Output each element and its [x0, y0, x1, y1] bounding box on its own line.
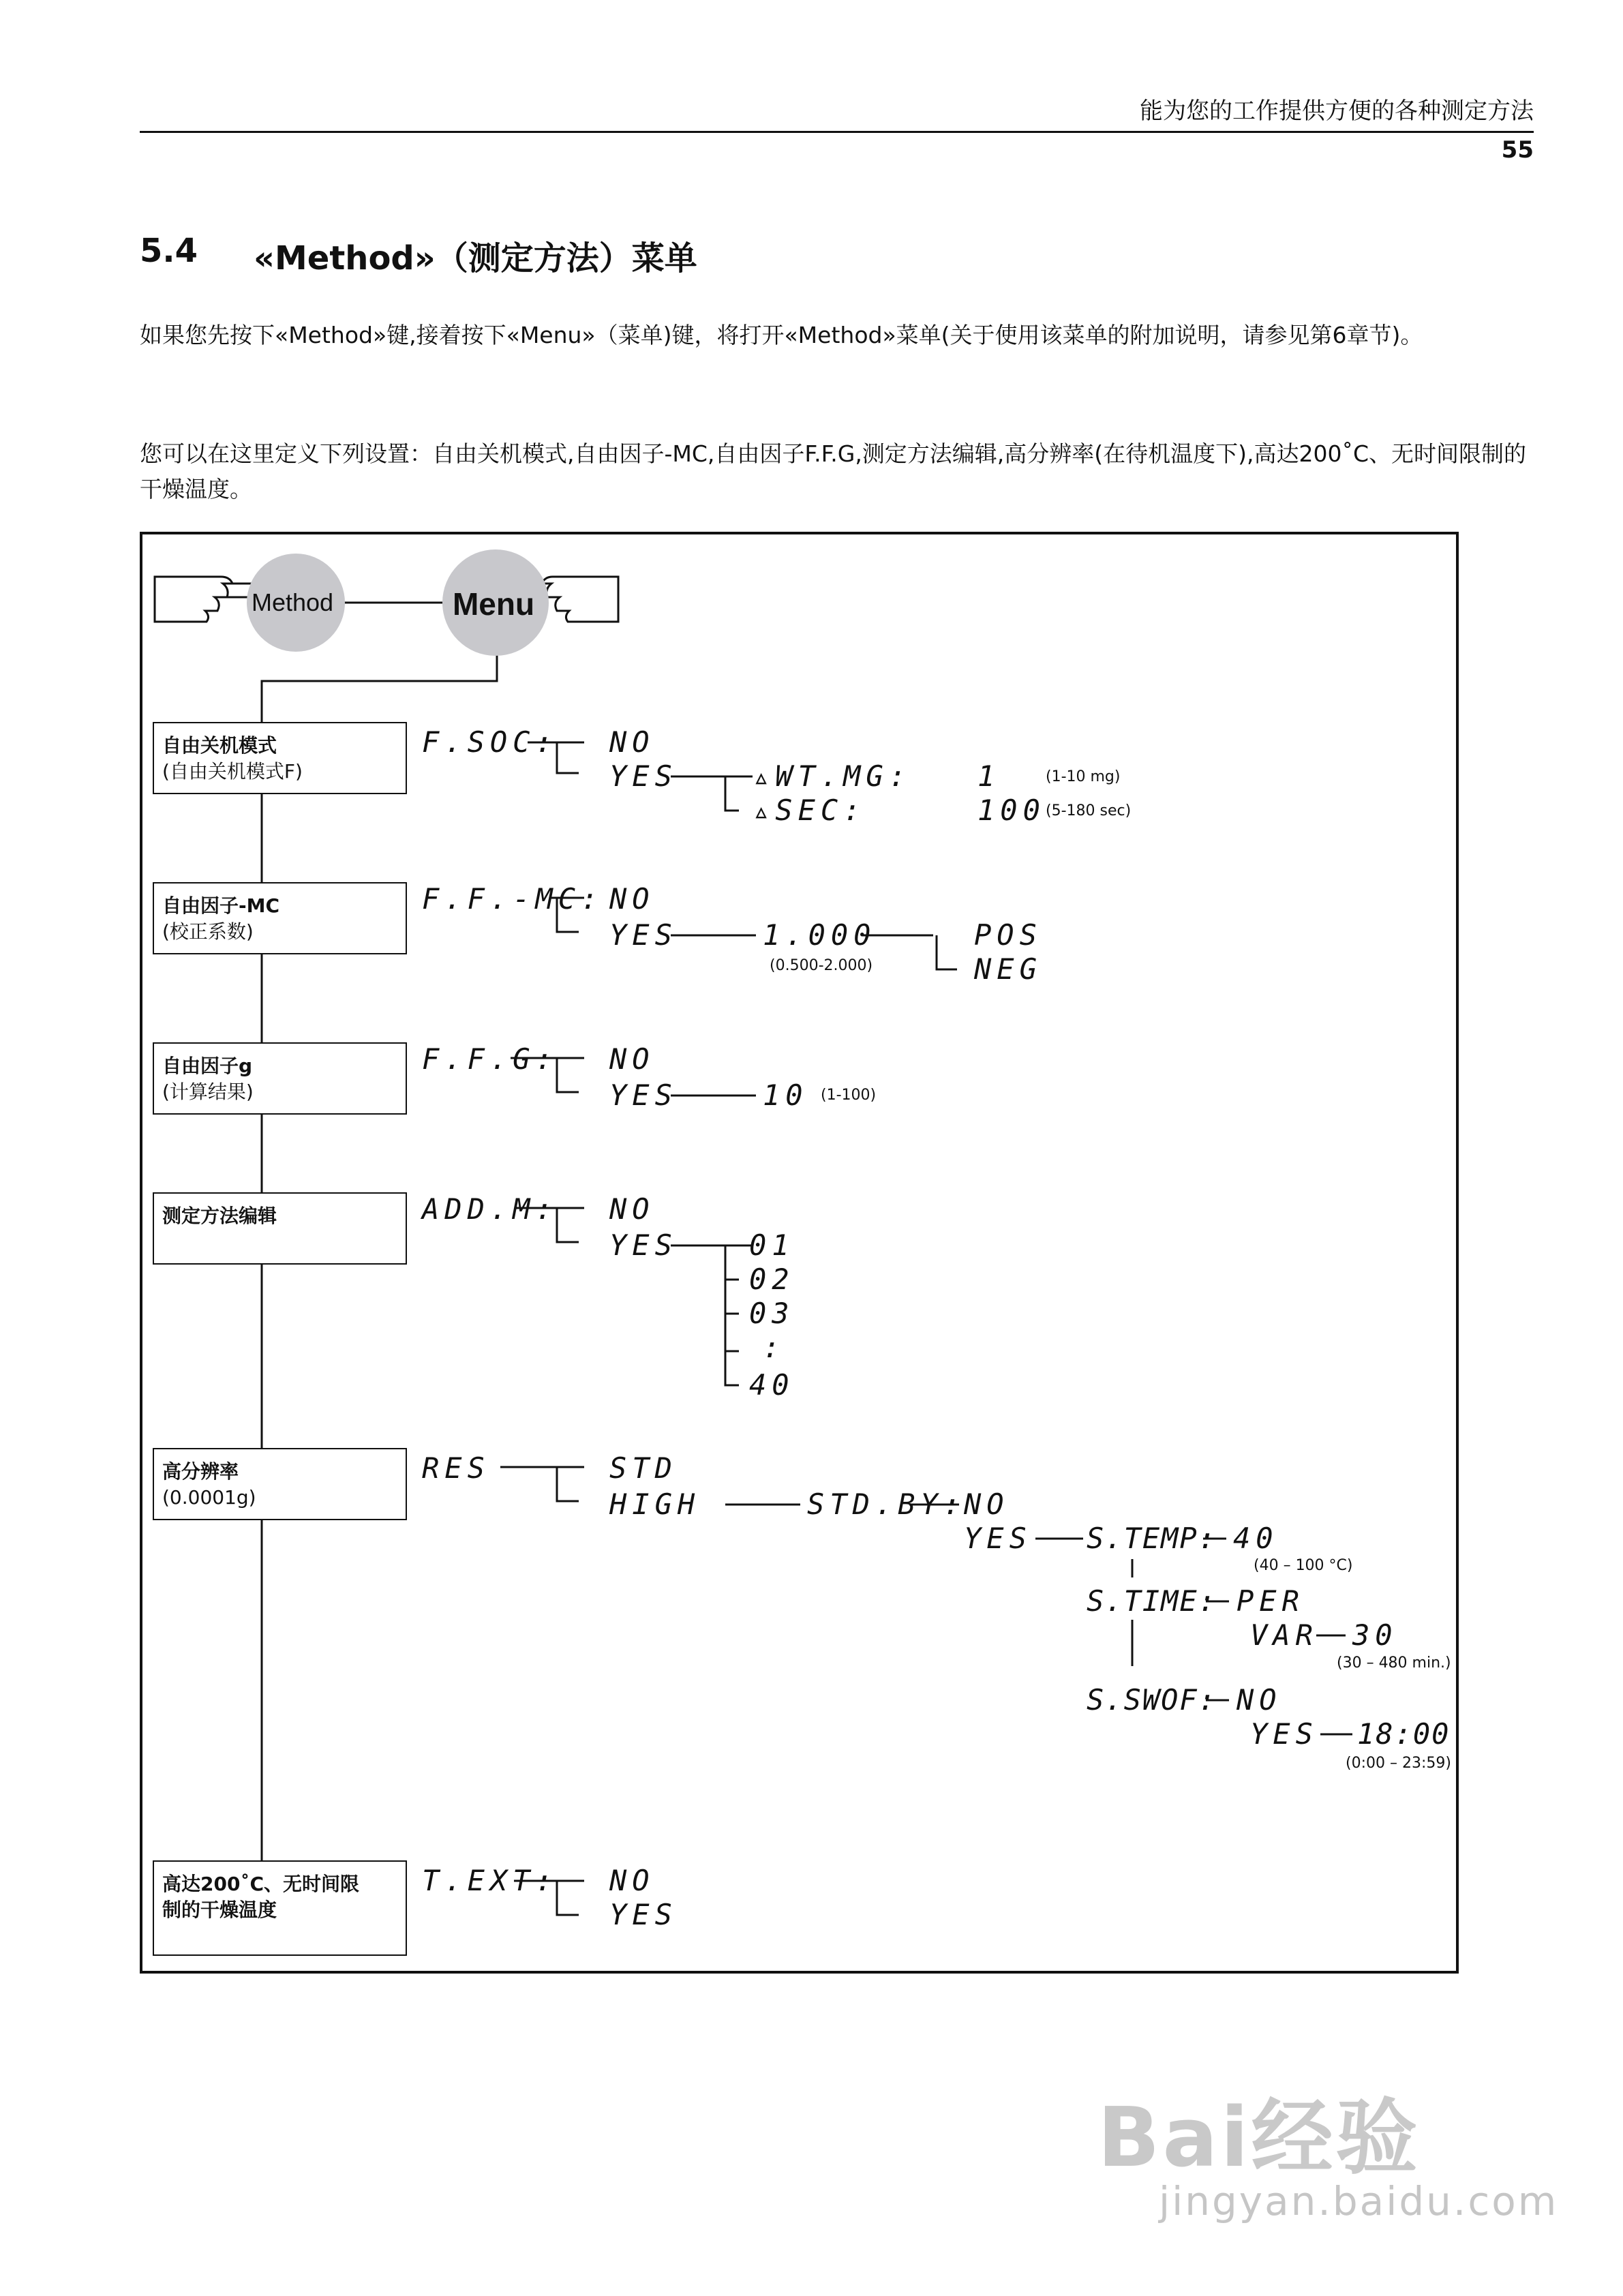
lcd-yes: YES: [609, 918, 678, 952]
lcd-var: VAR: [1250, 1618, 1318, 1652]
method-key-label: Method: [251, 588, 334, 616]
lcd-res: RES: [422, 1451, 490, 1485]
range-ffg: (1-100): [821, 1087, 877, 1104]
lcd-yes: YES: [609, 1228, 678, 1262]
lcd-sswof: S.SWOF:: [1087, 1683, 1217, 1717]
lcd-pos: POS: [974, 918, 1042, 952]
lcd-stdby: STD.BY:: [807, 1487, 967, 1521]
range-var: (30 – 480 min.): [1337, 1655, 1451, 1672]
lcd-ffg-value: 10: [763, 1078, 808, 1112]
lcd-sswof-no: NO: [1237, 1683, 1282, 1717]
section-title: «Method»（测定方法）菜单: [254, 239, 697, 277]
lcd-yes: YES: [609, 1078, 678, 1112]
lcd-yes: YES: [609, 759, 678, 793]
lcd-no: NO: [609, 882, 655, 916]
lcd-method-02: 02: [749, 1263, 795, 1296]
lcd-high: HIGH: [609, 1487, 701, 1521]
lcd-ffg: F.F.G:: [422, 1042, 558, 1076]
main-trunk: [262, 637, 497, 1898]
box-free-factor-mc: [153, 882, 407, 954]
lcd-no: NO: [609, 1042, 655, 1076]
method-menu-diagram: [140, 532, 1459, 1974]
box-title: 测定方法编辑: [162, 1205, 277, 1227]
lcd-method-40: 40: [749, 1368, 795, 1402]
box-drying-temp: [153, 1860, 407, 1956]
watermark-logo: Bai经验: [1097, 2091, 1421, 2186]
lcd-sswof-yes: YES: [1250, 1717, 1318, 1751]
lcd-text: T.EXT:: [422, 1864, 558, 1897]
box-title: 高达200˚C、无时间限: [162, 1873, 359, 1895]
lcd-stemp-value: 40: [1233, 1522, 1279, 1555]
lcd-sec-value: 100: [977, 794, 1046, 827]
lcd-method-01: 01: [749, 1228, 795, 1262]
range-stemp: (40 – 100 °C): [1254, 1557, 1353, 1574]
box-subtitle: (0.0001g): [162, 1486, 256, 1509]
lcd-stdby-no: NO: [964, 1487, 1010, 1521]
lcd-stime: S.TIME:: [1087, 1584, 1217, 1618]
box-title-cont: 制的干燥温度: [162, 1899, 277, 1921]
lcd-no: NO: [609, 1192, 655, 1226]
box-subtitle: (校正系数): [162, 920, 254, 943]
lcd-method-ellipsis: :: [763, 1331, 786, 1364]
watermark-url: jingyan.baidu.com: [1159, 2178, 1559, 2224]
lcd-sswof-value: 18:00: [1357, 1717, 1451, 1751]
lcd-no: NO: [609, 725, 655, 759]
box-subtitle: (自由关机模式F): [162, 760, 303, 783]
lcd-ffmc-value: 1.000: [763, 918, 877, 952]
section-number: 5.4: [140, 232, 198, 270]
box-title: 高分辨率: [162, 1460, 239, 1483]
range-ffmc: (0.500-2.000): [770, 957, 873, 974]
lcd-ffmc: F.F.-MC:: [422, 882, 604, 916]
menu-key-label: Menu: [452, 586, 535, 622]
left-hand-icon: [155, 577, 255, 622]
lcd-wtmg: ▵WT.MG:: [753, 759, 912, 793]
box-free-factor-g: [153, 1042, 407, 1115]
header-rule: [140, 131, 1534, 133]
box-subtitle: (计算结果): [162, 1081, 254, 1103]
running-header-title: 能为您的工作提供方便的各种测定方法: [1140, 97, 1534, 125]
lcd-addm: ADD.M:: [422, 1192, 558, 1226]
box-free-shutoff: [153, 722, 407, 794]
range-wtmg: (1-10 mg): [1046, 768, 1121, 785]
box-method-edit: [153, 1192, 407, 1265]
lcd-wtmg-value: 1: [977, 759, 1001, 793]
lcd-var-value: 30: [1352, 1618, 1398, 1652]
settings-paragraph: 您可以在这里定义下列设置：自由关机模式,自由因子-MC,自由因子F.F.G,测定方法编辑,高分辨率(在待机温度下),高达200˚C、无时间限制的干燥温度。: [140, 440, 1527, 502]
lcd-fsoc: F.SOC:: [422, 725, 558, 759]
lcd-per: PER: [1237, 1584, 1305, 1618]
lcd-stemp: S.TEMP:: [1087, 1522, 1217, 1555]
lcd-no: NO: [609, 1864, 655, 1897]
range-sec: (5-180 sec): [1046, 802, 1132, 819]
range-sswof: (0:00 – 23:59): [1346, 1755, 1451, 1772]
intro-paragraph: 如果您先按下«Method»键,接着按下«Menu»（菜单)键，将打开«Method»菜单(关于使用该菜单的附加说明，请参见第6章节)。: [140, 322, 1423, 348]
box-title: 自由因子g: [162, 1055, 253, 1077]
lcd-method-03: 03: [749, 1297, 795, 1330]
lcd-stdby-yes: YES: [964, 1522, 1032, 1555]
page-number: 55: [1501, 136, 1534, 164]
lcd-sec: ▵SEC:: [753, 794, 866, 827]
box-high-resolution: [153, 1448, 407, 1520]
lcd-std: STD: [609, 1451, 678, 1485]
lcd-neg: NEG: [974, 952, 1042, 986]
box-title: 自由关机模式: [162, 734, 277, 757]
box-title: 自由因子-MC: [162, 894, 280, 917]
lcd-yes: YES: [609, 1898, 678, 1931]
